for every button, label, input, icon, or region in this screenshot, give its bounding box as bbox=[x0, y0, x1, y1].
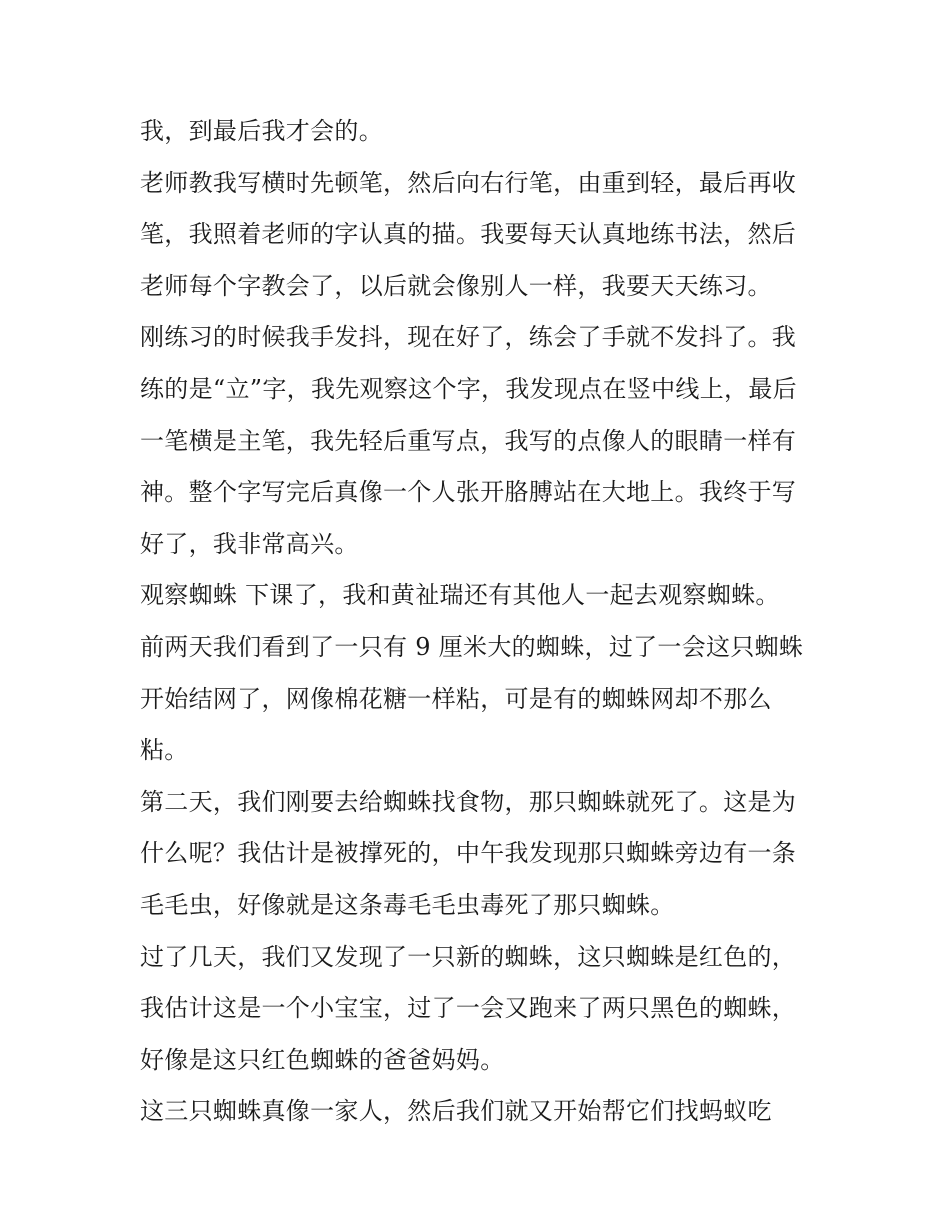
text-line: 粘。 bbox=[140, 736, 189, 765]
text-line: 一笔横是主笔，我先轻后重写点，我写的点像人的眼睛一样有 bbox=[140, 426, 797, 455]
text-line: 前两天我们看到了一只有 9 厘米大的蜘蛛，过了一会这只蜘蛛 bbox=[140, 632, 804, 661]
text-line: 我估计这是一个小宝宝，过了一会又跑来了两只黑色的蜘蛛， bbox=[140, 994, 797, 1023]
text-line: 好像是这只红色蜘蛛的爸爸妈妈。 bbox=[140, 1045, 505, 1074]
text-line: 过了几天，我们又发现了一只新的蜘蛛，这只蜘蛛是红色的， bbox=[140, 942, 797, 971]
text-line: 笔，我照着老师的字认真的描。我要每天认真地练书法，然后 bbox=[140, 220, 797, 249]
text-line: 我，到最后我才会的。 bbox=[140, 117, 383, 145]
text-line: 刚练习的时候我手发抖，现在好了，练会了手就不发抖了。我 bbox=[140, 323, 797, 352]
text-line: 毛毛虫，好像就是这条毒毛毛虫毒死了那只蜘蛛。 bbox=[140, 890, 675, 919]
text-line: 神。整个字写完后真像一个人张开胳膊站在大地上。我终于写 bbox=[140, 478, 797, 507]
text-line: 好了，我非常高兴。 bbox=[140, 529, 359, 558]
text-line: 练的是“立”字，我先观察这个字，我发现点在竖中线上，最后 bbox=[140, 374, 797, 403]
document-body bbox=[140, 106, 820, 1138]
text-line: 老师教我写横时先顿笔，然后向右行笔，由重到轻，最后再收 bbox=[140, 168, 797, 197]
text-line: 观察蜘蛛 下课了，我和黄祉瑞还有其他人一起去观察蜘蛛。 bbox=[140, 581, 780, 610]
text-line: 什么呢？我估计是被撑死的，中午我发现那只蜘蛛旁边有一条 bbox=[140, 839, 797, 868]
text-line: 老师每个字教会了，以后就会像别人一样，我要天天练习。 bbox=[140, 271, 772, 300]
text-line: 第二天，我们刚要去给蜘蛛找食物，那只蜘蛛就死了。这是为 bbox=[140, 787, 797, 816]
text-line: 这三只蜘蛛真像一家人，然后我们就又开始帮它们找蚂蚁吃 bbox=[140, 1097, 772, 1126]
text-line: 开始结网了，网像棉花糖一样粘，可是有的蜘蛛网却不那么 bbox=[140, 684, 772, 713]
